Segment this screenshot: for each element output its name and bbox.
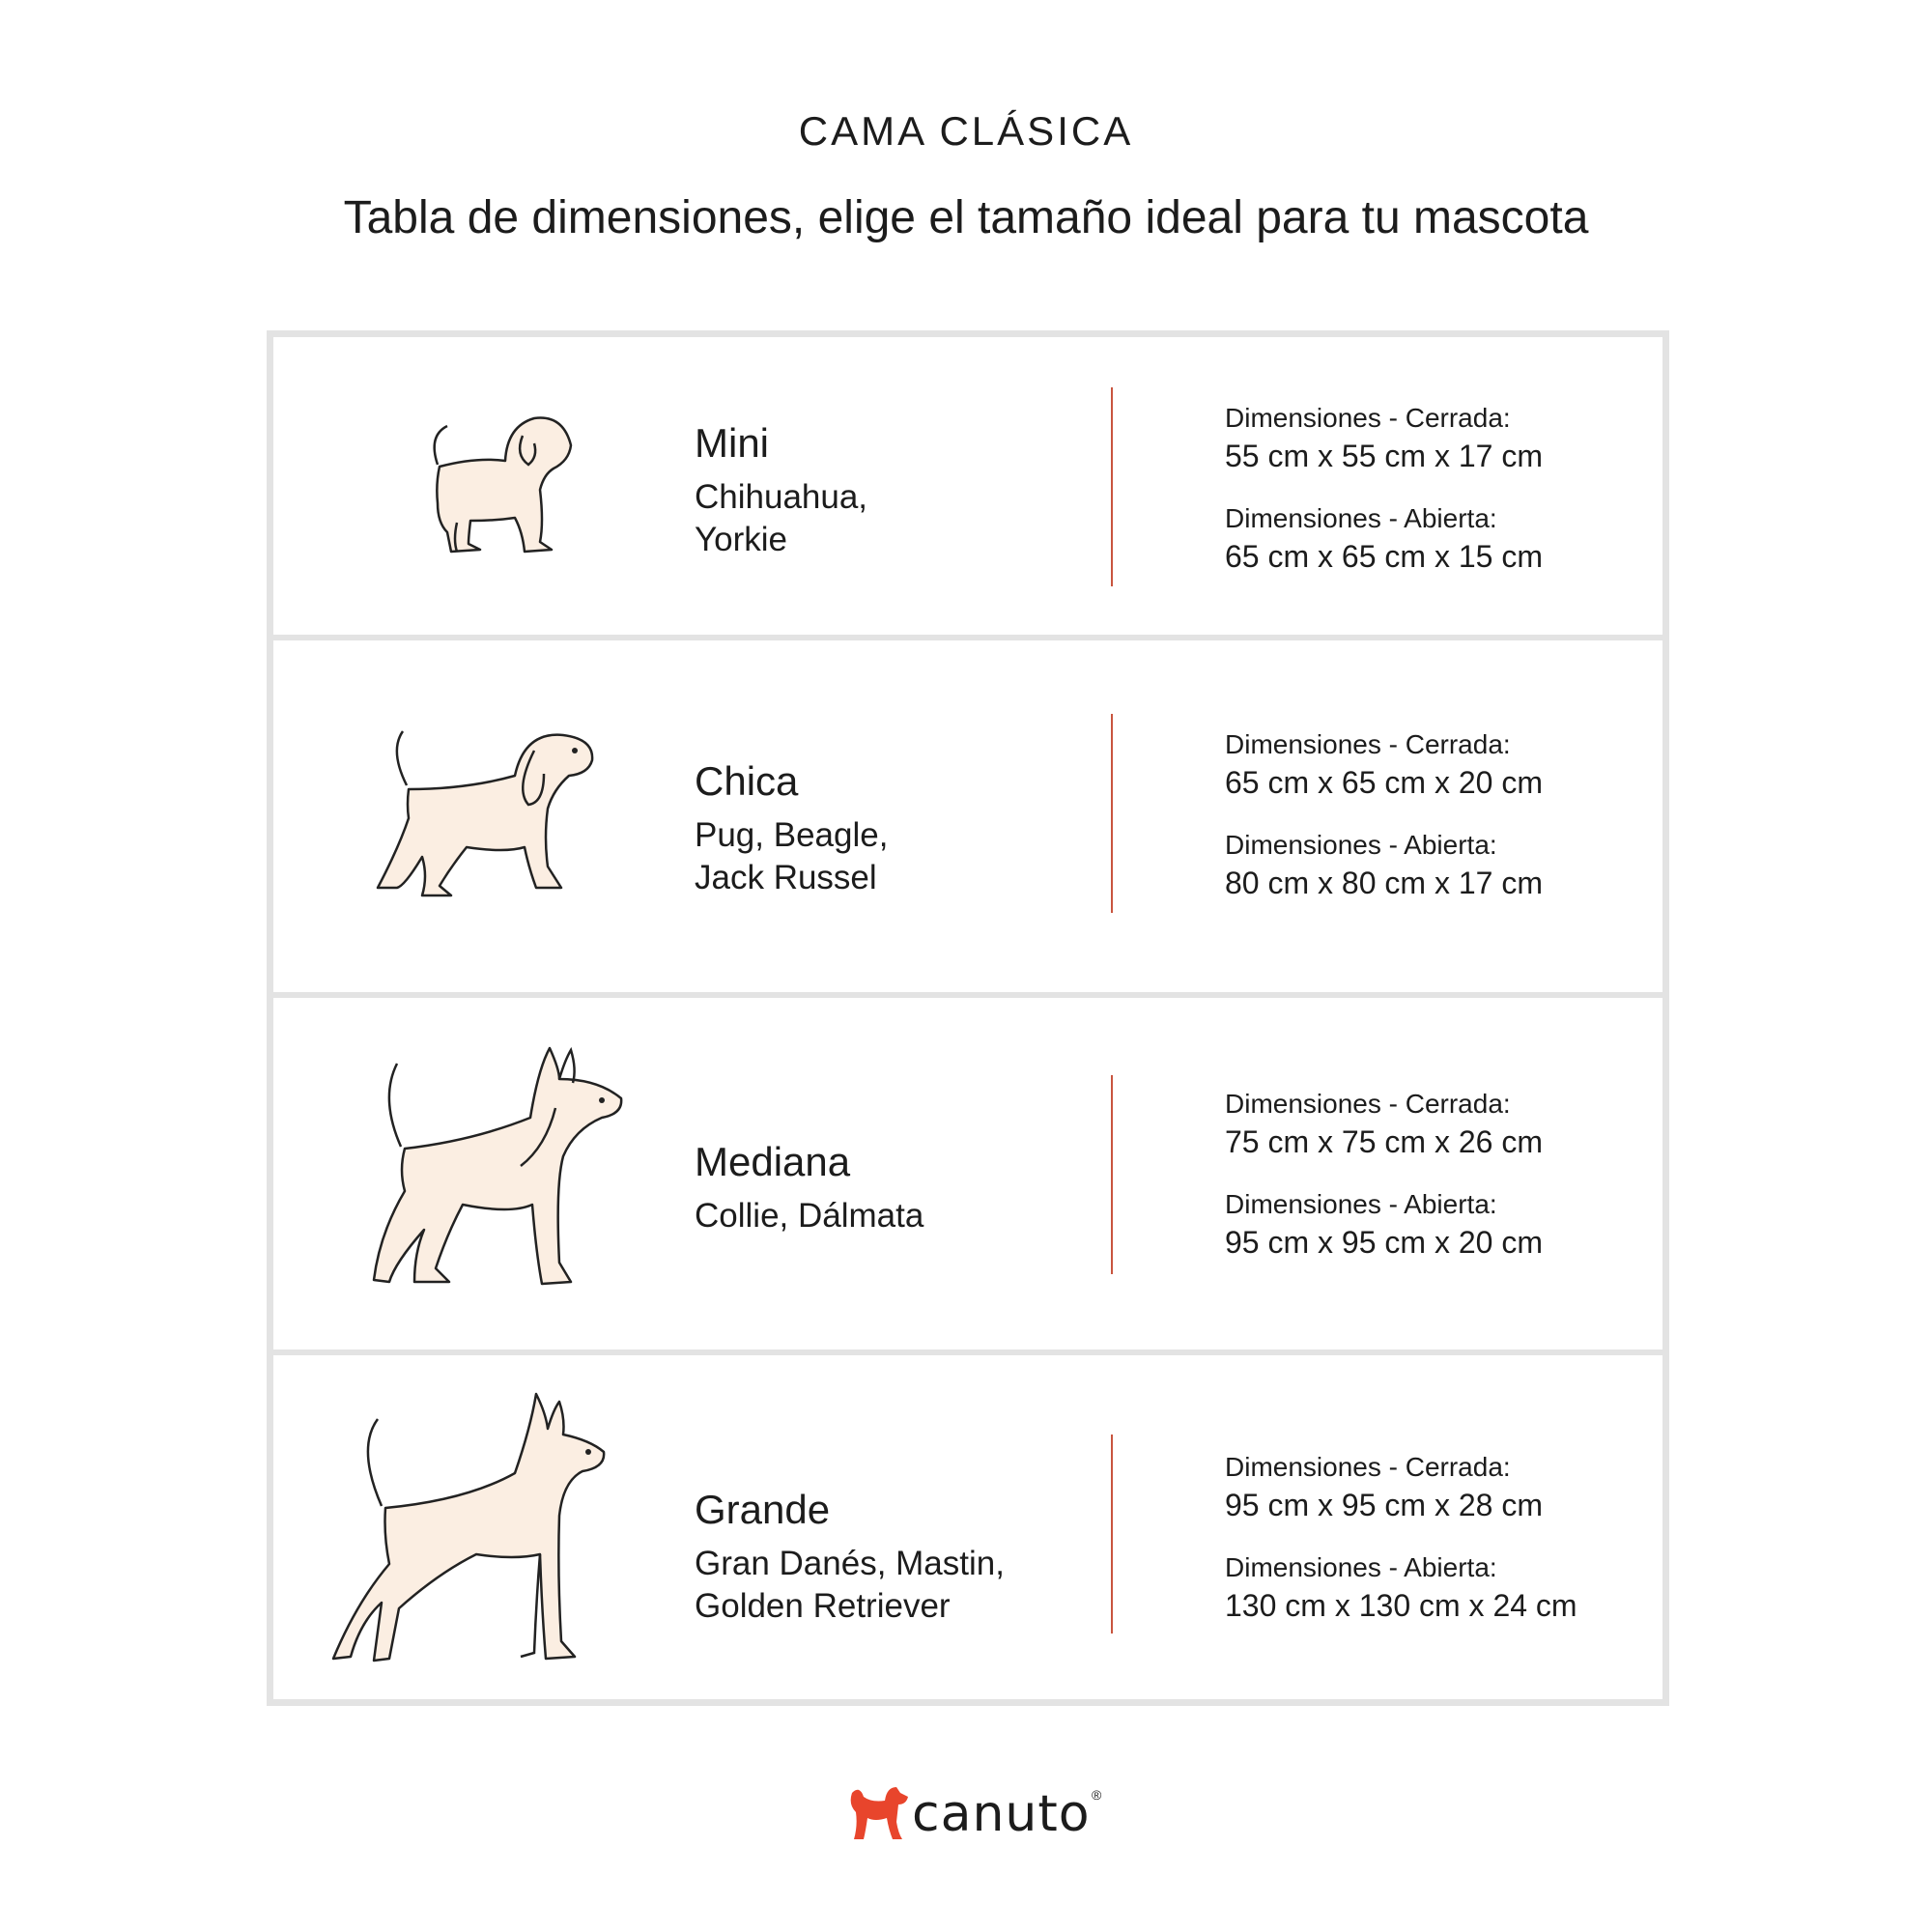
breed-line: Jack Russel: [695, 859, 877, 896]
size-table: [267, 330, 1669, 1706]
closed-dimensions: [1225, 1087, 1543, 1162]
breed-line: Pug, Beagle,: [695, 816, 889, 854]
product-title: CAMA CLÁSICA: [798, 108, 1134, 154]
dimensions-mini: [1225, 401, 1543, 577]
open-value: 95 cm x 95 cm x 20 cm: [1225, 1225, 1543, 1260]
closed-label: Dimensiones - Cerrada:: [1225, 729, 1511, 759]
breed-line: Collie, Dálmata: [695, 1197, 924, 1235]
breed-list-grande: [695, 1543, 1005, 1628]
open-dimensions: [1225, 828, 1543, 903]
size-row-mediana: [273, 998, 1662, 1350]
dimensions-mediana: [1225, 1087, 1543, 1263]
size-row-grande: [273, 1355, 1662, 1699]
open-value: 130 cm x 130 cm x 24 cm: [1225, 1588, 1577, 1623]
breed-line: Gran Danés, Mastin,: [695, 1545, 1005, 1582]
size-row-chica: [273, 640, 1662, 992]
closed-dimensions: [1225, 727, 1543, 803]
canuto-dog-logo-icon: [846, 1783, 910, 1843]
beagle-dog-icon: [370, 722, 602, 915]
breed-line: Yorkie: [695, 521, 787, 558]
breed-list-chica: [695, 814, 888, 899]
open-label: Dimensiones - Abierta:: [1225, 830, 1497, 860]
registered-mark: ®: [1092, 1787, 1102, 1803]
closed-label: Dimensiones - Cerrada:: [1225, 403, 1511, 433]
row-separator-line: [1111, 1435, 1113, 1634]
page-subtitle: Tabla de dimensiones, elige el tamaño ideal para tu mascota: [343, 192, 1589, 243]
brand-logo: [846, 1781, 1102, 1847]
size-name-mini: Mini: [695, 420, 770, 466]
closed-label: Dimensiones - Cerrada:: [1225, 1452, 1511, 1482]
size-name-grande: Grande: [695, 1487, 831, 1532]
size-row-mini: [273, 337, 1662, 635]
medium-dog-icon: [366, 1040, 637, 1301]
open-dimensions: [1225, 1550, 1577, 1626]
row-separator-line: [1111, 387, 1113, 586]
small-puppy-icon: [399, 397, 573, 561]
closed-dimensions: [1225, 1450, 1577, 1525]
open-label: Dimensiones - Abierta:: [1225, 1189, 1497, 1219]
breed-line: Golden Retriever: [695, 1587, 951, 1625]
closed-value: 55 cm x 55 cm x 17 cm: [1225, 439, 1543, 473]
closed-value: 65 cm x 65 cm x 20 cm: [1225, 765, 1543, 800]
brand-name: canuto: [912, 1785, 1091, 1843]
closed-dimensions: [1225, 401, 1543, 476]
open-value: 65 cm x 65 cm x 15 cm: [1225, 539, 1543, 574]
breed-list-mini: [695, 476, 867, 561]
open-label: Dimensiones - Abierta:: [1225, 1552, 1497, 1582]
row-separator-line: [1111, 1075, 1113, 1274]
closed-value: 95 cm x 95 cm x 28 cm: [1225, 1488, 1543, 1522]
closed-label: Dimensiones - Cerrada:: [1225, 1089, 1511, 1119]
dimensions-chica: [1225, 727, 1543, 903]
dimensions-grande: [1225, 1450, 1577, 1626]
open-value: 80 cm x 80 cm x 17 cm: [1225, 866, 1543, 900]
open-label: Dimensiones - Abierta:: [1225, 503, 1497, 533]
open-dimensions: [1225, 1187, 1543, 1263]
size-name-chica: Chica: [695, 758, 799, 804]
open-dimensions: [1225, 501, 1543, 577]
row-separator-line: [1111, 714, 1113, 913]
closed-value: 75 cm x 75 cm x 26 cm: [1225, 1124, 1543, 1159]
size-name-mediana: Mediana: [695, 1139, 851, 1184]
breed-list-mediana: [695, 1195, 923, 1237]
great-dane-icon: [322, 1380, 631, 1680]
breed-line: Chihuahua,: [695, 478, 868, 516]
